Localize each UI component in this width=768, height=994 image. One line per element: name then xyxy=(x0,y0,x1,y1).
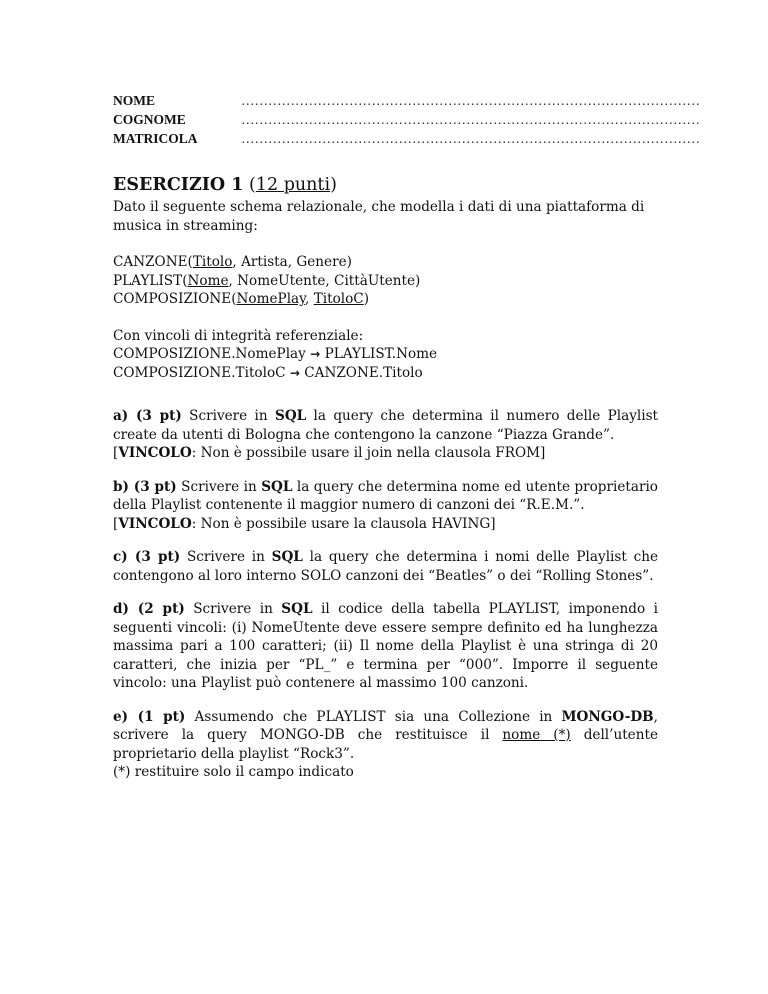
question-text: Scrivere in xyxy=(180,549,272,565)
primary-key: NomePlay xyxy=(236,291,306,307)
question-label: d) (2 pt) xyxy=(113,601,185,617)
fk-source: COMPOSIZIONE.TitoloC xyxy=(113,364,286,381)
arrow-right-icon: → xyxy=(310,347,321,361)
nome-label: NOME xyxy=(113,93,155,108)
constraints-intro: Con vincoli di integrità referenziale: xyxy=(113,327,364,344)
schema-playlist xyxy=(113,272,658,291)
sql-keyword: SQL xyxy=(275,408,307,424)
primary-key: Titolo xyxy=(192,254,233,270)
relation-name: PLAYLIST( xyxy=(113,272,188,289)
fk-source: COMPOSIZIONE.NomePlay xyxy=(113,346,306,362)
schema-canzone xyxy=(113,253,658,272)
question-text: , scrivere la query MONGO-DB che restituisce il xyxy=(113,708,658,743)
relational-schema xyxy=(113,253,658,309)
separator: , xyxy=(305,291,314,307)
fk-target: PLAYLIST.Nome xyxy=(324,346,438,362)
constraint-1 xyxy=(113,345,658,364)
question-label: c) (3 pt) xyxy=(113,549,181,565)
constraint-2 xyxy=(113,364,658,383)
question-label: e) (1 pt) xyxy=(113,708,186,725)
cognome-row xyxy=(113,110,700,129)
relation-name: CANZONE( xyxy=(113,254,193,270)
question-label: b) (3 pt) xyxy=(113,478,177,495)
question-text: la query che determina i nomi delle Playlist che contengono al loro interno SOLO canzoni dei “Beatles” o dei “Rolling Stones”. xyxy=(113,549,659,584)
matricola-row xyxy=(113,129,700,148)
vincolo-text: : Non è possibile usare il join nella clausola FROM] xyxy=(191,445,546,461)
question-a xyxy=(113,407,658,463)
sql-keyword: SQL xyxy=(281,601,313,617)
matricola-label: MATRICOLA xyxy=(113,131,198,146)
exam-page xyxy=(113,91,700,782)
attributes: ) xyxy=(363,291,369,307)
vincolo-label: VINCOLO xyxy=(118,515,192,532)
question-text: Assumendo che PLAYLIST sia una Collezione in xyxy=(185,708,562,725)
nome-blank-line: ………………………………………………………………………………………… xyxy=(241,93,700,108)
vincolo-label: VINCOLO xyxy=(118,445,192,461)
question-text: Scrivere in xyxy=(176,478,262,495)
underlined-field: nome (*) xyxy=(502,727,571,743)
question-text: dell’utente proprietario della playlist “Rock3”. xyxy=(113,727,658,762)
vincolo-text: : Non è possibile usare la clausola HAVING] xyxy=(191,515,496,532)
cognome-blank-line: ………………………………………………………………………………………… xyxy=(241,112,700,127)
primary-key: TitoloC xyxy=(313,291,364,307)
question-text: Scrivere in xyxy=(181,408,275,424)
exercise-intro: Dato il seguente schema relazionale, che modella i dati di una piattaforma di musica in streaming: xyxy=(113,199,645,234)
exercise-points: 12 punti xyxy=(255,175,331,195)
primary-key: Nome xyxy=(187,272,229,289)
points-open: ( xyxy=(249,175,256,195)
question-d xyxy=(113,600,658,693)
fk-target: CANZONE.Titolo xyxy=(304,364,423,381)
question-text: la query che determina nome ed utente proprietario della Playlist contenente il maggior numero di canzoni dei “R.E.M.”. xyxy=(113,478,658,513)
points-close: ) xyxy=(330,175,337,195)
mongo-keyword: MONGO-DB xyxy=(561,708,654,725)
question-label: a) (3 pt) xyxy=(113,408,182,424)
arrow-right-icon: → xyxy=(289,365,300,380)
attributes: , Artista, Genere) xyxy=(232,254,352,270)
exercise-title xyxy=(113,174,658,196)
relation-name: COMPOSIZIONE( xyxy=(113,291,237,307)
question-b xyxy=(113,478,658,534)
question-text: il codice della tabella PLAYLIST, imponendo i seguenti vincoli: (i) NomeUtente deve essere sempre definito ed ha lunghezza massima pari a 100 caratteri; (ii) Il nome della Playlist è una stringa di 20 caratteri, che inizia per “PL_” e termina per “000”. Imporre il seguente vincolo: una Playlist può contenere al massimo 100 canzoni. xyxy=(113,601,658,691)
sql-keyword: SQL xyxy=(261,478,293,495)
sql-keyword: SQL xyxy=(271,549,303,565)
referential-constraints xyxy=(113,327,658,383)
question-text: Scrivere in xyxy=(184,601,282,617)
matricola-blank-line: ………………………………………………………………………………………… xyxy=(241,131,700,146)
question-e xyxy=(113,708,658,782)
exercise-number: ESERCIZIO 1 xyxy=(113,175,244,195)
cognome-label: COGNOME xyxy=(113,112,186,127)
footnote: (*) restituire solo il campo indicato xyxy=(113,764,354,780)
attributes: , NomeUtente, CittàUtente) xyxy=(228,272,421,289)
bracket: [ xyxy=(113,515,119,532)
nome-row xyxy=(113,91,700,110)
question-text: la query che determina il numero delle Playlist create da utenti di Bologna che contengono la canzone “Piazza Grande”. xyxy=(113,408,659,443)
schema-composizione xyxy=(113,290,658,309)
bracket: [ xyxy=(113,445,119,461)
question-c xyxy=(113,548,658,585)
student-header xyxy=(113,91,700,148)
